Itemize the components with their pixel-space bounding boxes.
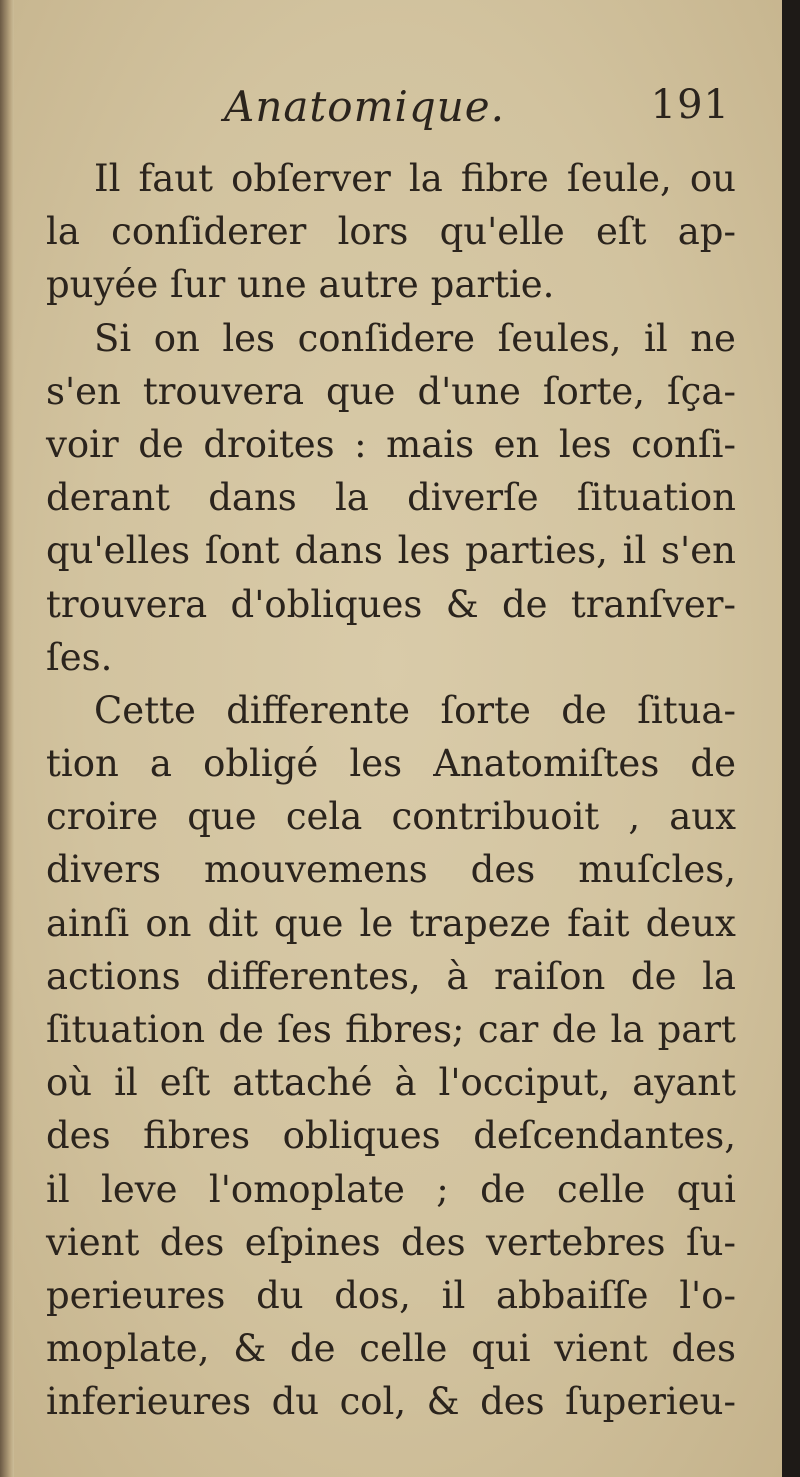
word: & <box>445 582 479 626</box>
word: les <box>558 422 612 466</box>
word: mais <box>386 422 475 466</box>
word: celle <box>359 1327 448 1371</box>
word: car <box>477 1008 539 1051</box>
word: diverſe <box>407 476 539 520</box>
text-line <box>46 365 736 418</box>
word: des <box>470 848 536 892</box>
word: part <box>657 1008 736 1051</box>
word: leve <box>101 1167 178 1211</box>
text-line <box>46 418 736 471</box>
word: differentes, <box>206 954 421 998</box>
word: ſes <box>277 1008 332 1051</box>
word: ſeule, <box>566 157 672 200</box>
word: parties, <box>465 529 608 573</box>
word: s'en <box>661 529 736 573</box>
word: d'une <box>417 369 521 413</box>
word: Anatomiſtes <box>433 742 660 786</box>
word: conſiderer <box>111 210 307 254</box>
word: attaché <box>232 1061 373 1105</box>
word: ſu- <box>685 1220 736 1264</box>
word: de <box>501 582 548 626</box>
word: l'o- <box>679 1273 736 1317</box>
running-head: Anatomique. <box>224 82 505 131</box>
word: ſorte, <box>542 369 646 413</box>
word: conſi- <box>631 422 736 466</box>
word: differente <box>226 688 411 732</box>
text-line <box>46 897 736 950</box>
word: fibre <box>460 157 549 200</box>
word: qu'elle <box>439 210 565 254</box>
word: eſt <box>596 210 647 254</box>
word: ſorte <box>440 688 531 732</box>
word: obligé <box>203 742 319 786</box>
body-text <box>46 152 736 1429</box>
word: perieures <box>46 1273 226 1317</box>
word: les <box>349 742 403 786</box>
word: obſerver <box>231 157 391 200</box>
word: de <box>690 742 736 786</box>
word: obliques <box>282 1114 441 1158</box>
word: à <box>394 1061 417 1105</box>
word: ſituation <box>576 476 736 520</box>
page-gutter <box>0 0 14 1477</box>
word: tranſver- <box>570 582 736 626</box>
text-line <box>46 1216 736 1269</box>
word: il <box>441 1273 466 1317</box>
word: raiſon <box>493 954 606 998</box>
word: vient <box>46 1220 140 1264</box>
word: droites <box>203 422 335 466</box>
word: d'obliques <box>230 582 423 626</box>
word: que <box>187 795 257 839</box>
page-header <box>46 82 736 144</box>
word: partie. <box>430 263 555 307</box>
word: autre <box>318 263 419 307</box>
word: dans <box>208 476 297 520</box>
text-line <box>46 205 736 258</box>
word: des <box>159 1220 225 1264</box>
page-number: 191 <box>650 82 730 128</box>
word: de <box>138 422 184 466</box>
word: eſt <box>159 1061 211 1105</box>
word: fibres <box>143 1114 251 1158</box>
word: lors <box>337 210 409 254</box>
word: abbaiſſe <box>495 1273 649 1317</box>
word: dos, <box>334 1273 411 1317</box>
word: tion <box>46 742 119 786</box>
word: la <box>46 210 80 254</box>
word: contribuoit <box>391 795 600 839</box>
text-line <box>46 578 736 631</box>
word: puyée <box>46 263 159 307</box>
word: ſont <box>204 529 280 573</box>
word: a <box>149 742 172 786</box>
word: des <box>46 1114 111 1158</box>
text-line <box>46 1375 736 1428</box>
text-line <box>46 471 736 524</box>
word: ayant <box>632 1061 736 1105</box>
word: dans <box>294 529 383 573</box>
word: la <box>408 157 443 200</box>
word: trouvera <box>46 582 208 626</box>
word: l'occiput, <box>438 1061 611 1105</box>
word: aux <box>669 795 736 839</box>
word: il <box>114 1061 138 1105</box>
word: faut <box>138 157 213 200</box>
word: Il <box>94 157 121 200</box>
text-line <box>46 1163 736 1216</box>
word: croire <box>46 795 159 839</box>
word: derant <box>46 476 171 520</box>
word: Cette <box>94 688 196 732</box>
word: moplate, <box>46 1327 210 1371</box>
text-line <box>46 1056 736 1109</box>
word: ainſi <box>46 901 130 945</box>
text-line <box>46 1269 736 1322</box>
word: du <box>256 1273 304 1317</box>
word: l'omoplate <box>208 1167 405 1211</box>
word: les <box>397 529 451 573</box>
text-line <box>46 631 736 684</box>
word: vient <box>554 1327 648 1371</box>
word: on <box>145 901 192 945</box>
word: celle <box>557 1167 646 1211</box>
word: une <box>237 263 307 307</box>
scan-border <box>782 0 800 1477</box>
word: : <box>354 422 367 466</box>
text-line <box>46 524 736 577</box>
text-line <box>46 790 736 843</box>
word: qui <box>676 1167 736 1211</box>
word: à <box>446 954 469 998</box>
word: s'en <box>46 369 121 413</box>
word: ap- <box>677 210 736 254</box>
word: trapeze <box>409 901 551 945</box>
word: eſpines <box>244 1220 381 1264</box>
word: ſituation <box>46 1008 206 1051</box>
word: des <box>401 1220 466 1264</box>
word: que <box>274 901 344 945</box>
word: inferieures <box>46 1380 252 1424</box>
text-line <box>46 1322 736 1375</box>
word: voir <box>46 422 119 466</box>
text-line <box>46 312 736 365</box>
word: muſcles, <box>578 848 736 892</box>
word: & <box>233 1327 267 1371</box>
word: du <box>271 1380 320 1424</box>
word: ſça- <box>666 369 736 413</box>
word: il <box>644 316 668 360</box>
word: deux <box>645 901 736 945</box>
text-line <box>46 950 736 1003</box>
text-line <box>46 843 736 896</box>
word: la <box>610 1008 645 1051</box>
word: où <box>46 1061 93 1105</box>
word: la <box>334 476 369 520</box>
word: les <box>222 316 276 360</box>
word: de <box>561 688 607 732</box>
word: divers <box>46 848 161 892</box>
word: deſcendantes, <box>473 1114 736 1158</box>
word: de <box>630 954 677 998</box>
word: Si <box>94 316 132 360</box>
word: trouvera <box>142 369 305 413</box>
word: ſeules, <box>497 316 622 360</box>
word: ou <box>689 157 736 200</box>
text-line <box>46 737 736 790</box>
word: de <box>551 1008 598 1051</box>
text-line <box>46 1109 736 1162</box>
word: de <box>289 1327 336 1371</box>
text-line <box>46 152 736 205</box>
word: le <box>359 901 394 945</box>
word: col, <box>339 1380 407 1424</box>
word: conſidere <box>297 316 476 360</box>
word: ; <box>436 1167 449 1211</box>
word: il <box>622 529 647 573</box>
text-line <box>46 684 736 737</box>
word: cela <box>285 795 363 839</box>
word: ne <box>690 316 736 360</box>
word: fait <box>567 901 630 945</box>
word: ſes. <box>46 635 113 679</box>
text-line <box>46 258 736 311</box>
word: des <box>671 1327 736 1371</box>
word: ſitua- <box>637 688 736 732</box>
word: , <box>628 795 641 839</box>
word: la <box>702 954 736 998</box>
word: & <box>426 1380 460 1424</box>
word: il <box>46 1167 70 1211</box>
word: fibres; <box>345 1008 465 1051</box>
word: ſuperieu- <box>565 1380 736 1424</box>
word: de <box>480 1167 526 1211</box>
word: actions <box>46 954 181 998</box>
word: vertebres <box>486 1220 666 1264</box>
word: dit <box>207 901 258 945</box>
word: qui <box>471 1327 531 1371</box>
word: on <box>153 316 200 360</box>
word: mouvemens <box>203 848 428 892</box>
word: des <box>480 1380 545 1424</box>
word: en <box>493 422 540 466</box>
word: qu'elles <box>46 529 191 573</box>
word: ſur <box>170 263 226 307</box>
text-line <box>46 1003 736 1056</box>
word: que <box>326 369 396 413</box>
word: de <box>218 1008 264 1051</box>
